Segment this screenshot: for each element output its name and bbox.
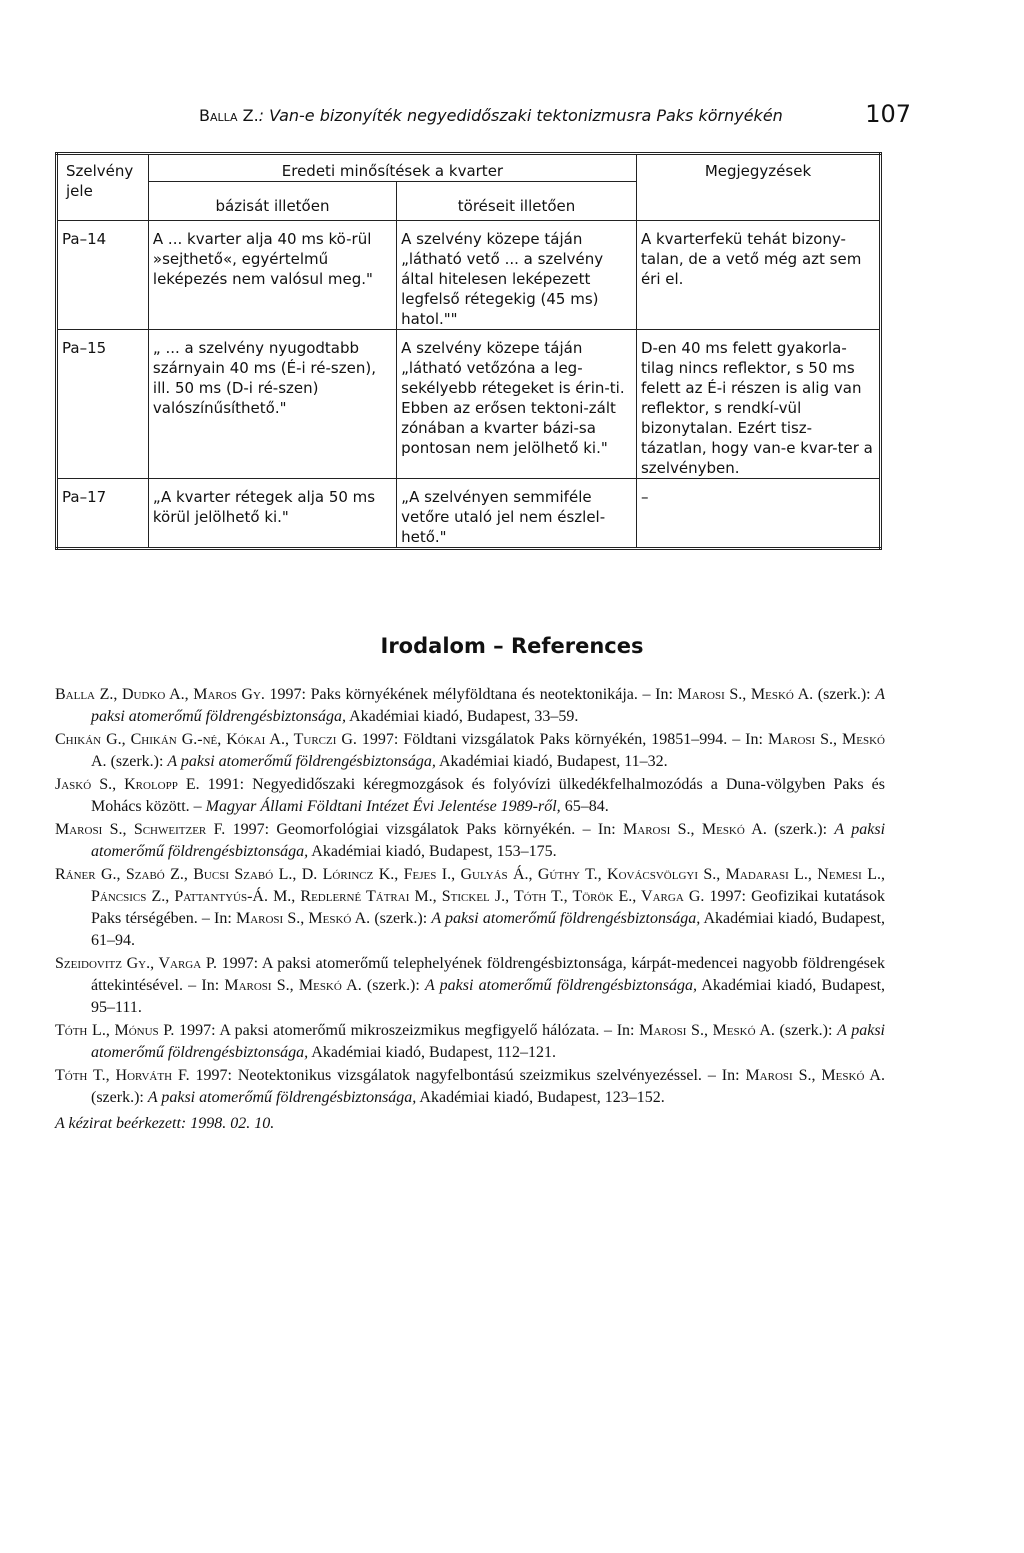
table-row [57, 330, 881, 479]
reference-item [55, 729, 885, 773]
ref-authors: Jaskó S., Krolopp E. [55, 776, 200, 793]
running-title-author: Balla Z. [199, 106, 259, 125]
ref-text: 1997: Neotektonikus vizsgálatok nagyfelbontású szeizmikus szelvényezéssel. – In: [189, 1067, 746, 1084]
page-number: 107 [865, 100, 911, 128]
ref-publisher: Akadémiai kiadó, Budapest, 123–152. [416, 1089, 665, 1106]
col-header-notes: Megjegyzések [636, 154, 880, 221]
ref-ed-label: (szerk.): [813, 686, 876, 703]
running-title-text: : Van-e bizonyíték negyedidőszaki tektonizmusra Paks környékén [258, 106, 783, 125]
ref-source: A paksi atomerőmű földrengésbiztonsága, [147, 1089, 417, 1106]
running-header [199, 100, 911, 134]
reference-item [55, 684, 885, 728]
col-header-faults: töréseit illetően [397, 182, 637, 221]
table-row [57, 221, 881, 330]
ref-ed-label: (szerk.): [361, 977, 425, 994]
ref-authors: Ráner G., Szabó Z., Bucsi Szabó L., D. Lórincz K., Fejes I., Gulyás Á., Gúthy T., Kovácsvölgyi S., Madarasi L., Nemesi L., Páncsics Z., Pattantyús-Á. M., Redlerné Tátrai M., Stickel J., Tóth T., Török E., Varga G. [55, 866, 885, 905]
references-heading: Irodalom – References [380, 634, 644, 658]
row-id: Pa–15 [57, 330, 149, 479]
ref-ed-label: (szerk.): [370, 910, 432, 927]
ref-source: A paksi atomerőmű földrengésbiztonsága, [91, 686, 886, 725]
ref-authors: Szeidovitz Gy., Varga P. [55, 955, 217, 972]
ref-ed-label: (szerk.): [106, 753, 168, 770]
reference-item [55, 774, 885, 818]
col-header-profile: Szelvény jele [66, 162, 134, 200]
reference-item [55, 819, 885, 863]
row-faults: A szelvény közepe táján „látható vetőzóna a leg-sekélyebb rétegeket is érin-ti. Ebben az erősen tektoni-zált zónában a kvarter bázi-sa pontosan nem jelölhető ki." [397, 330, 637, 479]
row-id: Pa–14 [57, 221, 149, 330]
ref-source: A paksi atomerőmű földrengésbiztonsága, [431, 910, 701, 927]
ref-text: 1997: Geomorfológiai vizsgálatok Paks környékén. – In: [225, 821, 624, 838]
ref-editors: Marosi S., Meskó A. [91, 731, 885, 770]
ref-publisher: Akadémiai kiadó, Budapest, 33–59. [345, 708, 579, 725]
ref-authors: Balla Z., Dudko A., Maros Gy. [55, 686, 265, 703]
reference-item [55, 1020, 885, 1064]
profiles-table [55, 152, 882, 550]
manuscript-received: A kézirat beérkezett: 1998. 02. 10. [55, 1115, 275, 1132]
ref-source: A paksi atomerőmű földrengésbiztonsága, [424, 977, 698, 994]
ref-publisher: Akadémiai kiadó, Budapest, 95–111. [91, 977, 886, 1016]
ref-authors: Tóth T., Horváth F. [55, 1067, 190, 1084]
ref-publisher: Akadémiai kiadó, Budapest, 153–175. [308, 843, 557, 860]
ref-text: 1997: Földtani vizsgálatok Paks környékén, 19851–994. – In: [356, 731, 768, 748]
ref-editors: Marosi S., Meskó A. [623, 821, 767, 838]
ref-authors: Marosi S., Schweitzer F. [55, 821, 226, 838]
ref-text: 1997: A paksi atomerőmű telephelyének földrengésbiztonsága, kárpát-medencei nagyobb földrengések áttekintésével. – In: [91, 955, 885, 994]
row-base: „ ... a szelvény nyugodtabb szárnyain 40 ms (É-i ré-szen), ill. 50 ms (D-i ré-szen) valószínűsíthető." [148, 330, 396, 479]
row-faults: „A szelvényen semmiféle vetőre utaló jel nem észlel-hető." [397, 479, 637, 549]
ref-authors: Chikán G., Chikán G.-né, Kókai A., Turczi G. [55, 731, 357, 748]
row-base: „A kvarter rétegek alja 50 ms körül jelölhető ki." [148, 479, 396, 549]
reference-item [55, 864, 885, 952]
ref-text: 1997: A paksi atomerőmű mikroszeizmikus megfigyelő hálózata. – In: [174, 1022, 640, 1039]
reference-item [55, 953, 885, 1019]
ref-publisher: Akadémiai kiadó, Budapest, 61–94. [91, 910, 886, 949]
ref-publisher: 65–84. [560, 798, 609, 815]
ref-publisher: Akadémiai kiadó, Budapest, 11–32. [435, 753, 668, 770]
ref-ed-label: (szerk.): [774, 1022, 838, 1039]
ref-source: A paksi atomerőmű földrengésbiztonsága, [91, 1022, 885, 1061]
row-notes: – [636, 479, 880, 549]
ref-text: 1997: Paks környékének mélyföldtana és neotektonikája. – In: [264, 686, 678, 703]
ref-ed-label: (szerk.): [766, 821, 835, 838]
references-list [55, 684, 885, 1135]
ref-text: 1991: Negyedidőszaki kéregmozgások és folyóvízi ülkedékfelhalmozódás a Duna-völgyben Paks és Mohács között. – [91, 776, 885, 815]
row-faults: A szelvény közepe táján „látható vető ... a szelvény által hitelesen leképezett legfelső rétegekig (45 ms) hatol."" [397, 221, 637, 330]
running-title [199, 106, 783, 125]
ref-authors: Tóth L., Mónus P. [55, 1022, 175, 1039]
ref-source: Magyar Állami Földtani Intézet Évi Jelentése 1989-ről, [205, 798, 561, 815]
row-id: Pa–17 [57, 479, 149, 549]
row-base: A ... kvarter alja 40 ms kö-rül »sejthető«, egyértelmű leképezés nem valósul meg." [148, 221, 396, 330]
table-row [57, 479, 881, 549]
ref-editors: Marosi S., Meskó A. [745, 1067, 885, 1084]
ref-editors: Marosi S., Meskó A. [224, 977, 362, 994]
ref-editors: Marosi S., Meskó A. [639, 1022, 775, 1039]
col-header-base: bázisát illetően [148, 182, 396, 221]
ref-editors: Marosi S., Meskó A. [235, 910, 371, 927]
ref-source: A paksi atomerőmű földrengésbiztonsága, [167, 753, 436, 770]
row-notes: D-en 40 ms felett gyakorla-tilag nincs reflektor, s 50 ms felett az É-i részen is alig van reflektor, s rendkí-vül bizonytalan. Ezért tisz-tázatlan, hogy van-e kvar-ter a szelvényben. [636, 330, 880, 479]
col-header-original: Eredeti minősítések a kvarter [148, 154, 636, 182]
ref-editors: Marosi S., Meskó A. [677, 686, 814, 703]
ref-publisher: Akadémiai kiadó, Budapest, 112–121. [308, 1044, 556, 1061]
ref-ed-label: (szerk.): [91, 1089, 148, 1106]
ref-source: A paksi atomerőmű földrengésbiztonsága, [91, 821, 886, 860]
row-notes: A kvarterfekü tehát bizony-talan, de a vető még azt sem éri el. [636, 221, 880, 330]
reference-item [55, 1065, 885, 1109]
ref-text: 1997: Geofizikai kutatások Paks térségében. – In: [91, 888, 885, 927]
